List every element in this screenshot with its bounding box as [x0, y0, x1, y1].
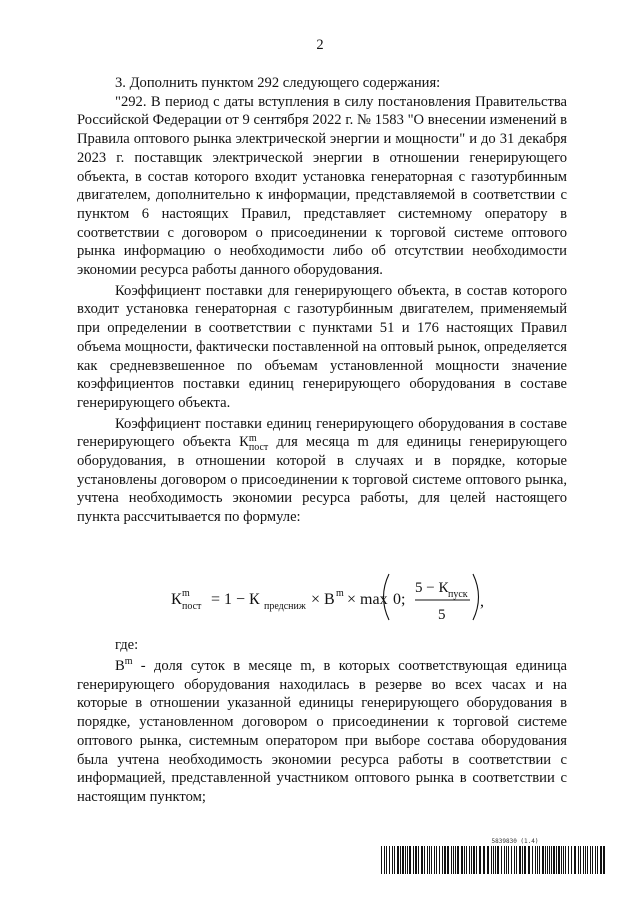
barcode-bar [442, 846, 443, 874]
barcode-bar [508, 846, 509, 874]
document-body [77, 74, 567, 527]
barcode-bar [595, 846, 596, 874]
coefficient-symbol-sub: пост [248, 442, 269, 454]
formula-b-sup: m [336, 588, 344, 599]
barcode-bar [491, 846, 492, 874]
barcode-bar [461, 846, 463, 874]
barcode-bar [580, 846, 581, 874]
definition-paragraph [77, 657, 567, 807]
formula-trailing-comma: , [480, 593, 484, 610]
barcode-bar [585, 846, 586, 874]
barcode-bar [528, 846, 530, 874]
formula-lhs-sub: пост [182, 601, 202, 612]
barcode-bar [504, 846, 505, 874]
barcode-bar [471, 846, 472, 874]
formula-times-max: × max [347, 591, 388, 608]
barcode-bar [539, 846, 540, 874]
coefficient-symbol [239, 433, 269, 454]
barcode-bar [427, 846, 428, 874]
barcode [381, 846, 609, 874]
barcode-bar [455, 846, 456, 874]
barcode-bar [392, 846, 393, 874]
barcode-bar [522, 846, 523, 874]
barcode-bar [583, 846, 584, 874]
barcode-bar [587, 846, 588, 874]
barcode-bar [592, 846, 593, 874]
paragraph-intro: 3. Дополнить пунктом 292 следующего содержания: [115, 75, 441, 91]
paragraph-text-before: Коэффициент поставки единиц генерирующего оборудования в составе генерирующего объекта [77, 415, 567, 451]
barcode-bar [571, 846, 572, 874]
barcode-bar [549, 846, 550, 874]
barcode-bar [394, 846, 395, 874]
barcode-bar [542, 846, 544, 874]
paragraph-coefficient-unit [77, 415, 567, 527]
coefficient-symbol-main: К [239, 434, 249, 451]
barcode-bar [545, 846, 546, 874]
formula-one-minus-k: = 1 − К [211, 591, 260, 608]
formula-lhs-sup: m [182, 588, 190, 599]
formula-lhs-main: К [171, 591, 182, 608]
definition-symbol-sup: m [124, 656, 133, 668]
barcode-bar [418, 846, 419, 874]
barcode-bar [597, 846, 598, 874]
barcode-bar [436, 846, 437, 874]
barcode-bar [381, 846, 382, 874]
barcode-bar [558, 846, 560, 874]
paragraph-text-after: для месяца m для единицы генерирующего оборудования, в отношении которой в случаях и в порядке, которые установлены договором о присоединении к торговой системе оптового рынка, учтена необходимость экономии ресурса работы, для целей настоящего пункта рассчитывается по формуле: [77, 434, 567, 526]
barcode-bar [556, 846, 557, 874]
barcode-bar [506, 846, 507, 874]
definition-text: - доля суток в месяце m, в которых соответствующая единица генерирующего оборудования находилась в резерве во всех часах и на которые в отношении указанной единицы генерирующего оборудования в порядке, установленном договором о присоединении к торговой системе оптового рынка, системным оператором при выборе состава оборудования была учтена необходимость экономии ресурса работы в соответствии с информацией, представленной участником оптового рынка в соответствии с настоящим пунктом; [77, 658, 567, 805]
barcode-bar [400, 846, 401, 874]
barcode-bar [405, 846, 406, 874]
barcode-bar [464, 846, 465, 874]
barcode-bar [487, 846, 489, 874]
formula-k-sub: предсниж [264, 601, 306, 612]
formula-zero: 0; [393, 591, 406, 608]
barcode-bar [574, 846, 576, 874]
barcode-bar [429, 846, 430, 874]
barcode-bar [578, 846, 579, 874]
barcode-bar [413, 846, 414, 874]
barcode-bar [532, 846, 533, 874]
barcode-bar [466, 846, 467, 874]
formula-numerator-sub: пуск [448, 589, 468, 600]
barcode-bar [409, 846, 411, 874]
formula-numerator: 5 − К [415, 580, 449, 596]
barcode-bar [444, 846, 446, 874]
barcode-bar [431, 846, 432, 874]
barcode-bar [519, 846, 521, 874]
definition-symbol-main: В [115, 658, 125, 674]
barcode-bar [511, 846, 512, 874]
barcode-bar [553, 846, 555, 874]
barcode-bar [457, 846, 459, 874]
barcode-bar [453, 846, 454, 874]
barcode-bar [551, 846, 552, 874]
barcode-bar [389, 846, 390, 874]
barcode-bar [439, 846, 440, 874]
formula-times-b: × В [311, 591, 335, 608]
barcode-block [381, 838, 609, 874]
barcode-bar [469, 846, 470, 874]
barcode-number: 5839830 (1.4) [491, 838, 539, 845]
barcode-bar [415, 846, 417, 874]
barcode-bar [516, 846, 517, 874]
coefficient-symbol-sup: m [248, 433, 257, 445]
formula-denominator: 5 [438, 607, 446, 623]
barcode-bar [447, 846, 449, 874]
barcode-bar [495, 846, 496, 874]
barcode-bar [590, 846, 591, 874]
barcode-bar [524, 846, 526, 874]
barcode-bar [479, 846, 481, 874]
barcode-bar [473, 846, 475, 874]
definition-block [77, 657, 567, 807]
barcode-bar [563, 846, 564, 874]
formula-right-paren [473, 574, 479, 620]
barcode-bar [603, 846, 605, 874]
barcode-bar [402, 846, 404, 874]
barcode-bar [537, 846, 538, 874]
barcode-bar [476, 846, 477, 874]
page-number: 2 [316, 37, 324, 53]
barcode-bar [497, 846, 499, 874]
barcode-bar [568, 846, 569, 874]
barcode-bar [600, 846, 602, 874]
barcode-bar [483, 846, 485, 874]
paragraph-292: "292. В период с даты вступления в силу постановления Правительства Российской Федерации от 9 сентября 2022 г. № 1583 "О внесении изменений в Правила оптового рынка электрической энергии и мощности" и до 31 декабря 2023 г. поставщик электрической энергии в отношении генерирующего объекта, в состав которого входит установка генераторная с газотурбинным двигателем, дополнительно к информации, представляемой в соответствии с пунктом 6 настоящих Правил, представляет системному оператору в соответствии с договором о присоединении к торговой системе оптового рынка информацию о необходимости либо об отсутствии необходимости экономии ресурса работы данного оборудования. [77, 93, 567, 279]
barcode-bar [547, 846, 548, 874]
barcode-bar [407, 846, 408, 874]
barcode-bar [514, 846, 515, 874]
barcode-bar [421, 846, 423, 874]
definition-symbol [115, 658, 133, 674]
formula [167, 568, 487, 626]
barcode-bar [434, 846, 435, 874]
barcode-bar [565, 846, 566, 874]
barcode-bar [386, 846, 387, 874]
paragraph-coefficient-object: Коэффициент поставки для генерирующего объекта, в состав которого входит установка генераторная с газотурбинным двигателем, применяемый при определении в соответствии с пунктами 51 и 176 настоящих Правил объема мощности, фактически поставленной на оптовый рынок, определяется как средневзвешенное по объемам установленной мощности значение коэффициентов поставки единиц генерирующего оборудования в составе генерирующего объекта. [77, 282, 567, 411]
barcode-bar [397, 846, 399, 874]
barcode-bar [501, 846, 502, 874]
barcode-bar [535, 846, 536, 874]
barcode-bar [493, 846, 494, 874]
barcode-bar [561, 846, 562, 874]
barcode-bar [451, 846, 452, 874]
barcode-bar [424, 846, 425, 874]
where-label: где: [115, 637, 139, 653]
barcode-bar [384, 846, 385, 874]
